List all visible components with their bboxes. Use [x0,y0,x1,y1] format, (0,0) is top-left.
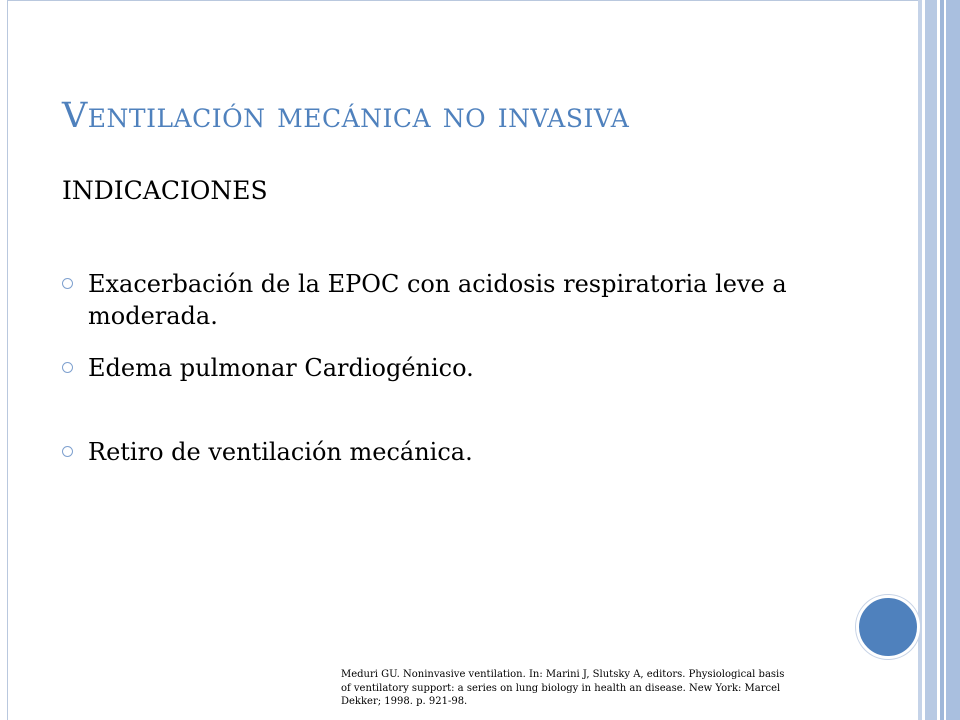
hollow-circle-icon [62,446,73,457]
decorative-stripes [918,0,960,720]
stripe [925,0,937,720]
frame-left-line [7,0,8,720]
bullet-text: Edema pulmonar Cardiogénico. [88,354,474,382]
hollow-circle-icon [62,278,73,289]
bullet-text: Exacerbación de la EPOC con acidosis respiratoria leve a moderada. [88,270,787,330]
bullet-list [62,268,822,468]
citation-text: Meduri GU. Noninvasive ventilation. In: Marini J, Slutsky A, editors. Physiological basis of ventilatory support: a series on lung biology in health an disease. New York: Marcel Dekker; 1998. p. 921-98. [341,669,785,707]
bullet-item [62,352,822,384]
bullet-text: Retiro de ventilación mecánica. [88,438,473,466]
bullet-item [62,436,822,468]
bullet-item [62,268,822,332]
slide-title: Ventilación mecánica no invasiva [62,96,630,136]
stripe [946,0,960,720]
frame-top-line [7,0,919,1]
slide-subtitle: INDICACIONES [62,176,268,205]
filled-circle-icon [856,595,920,659]
hollow-circle-icon [62,362,73,373]
